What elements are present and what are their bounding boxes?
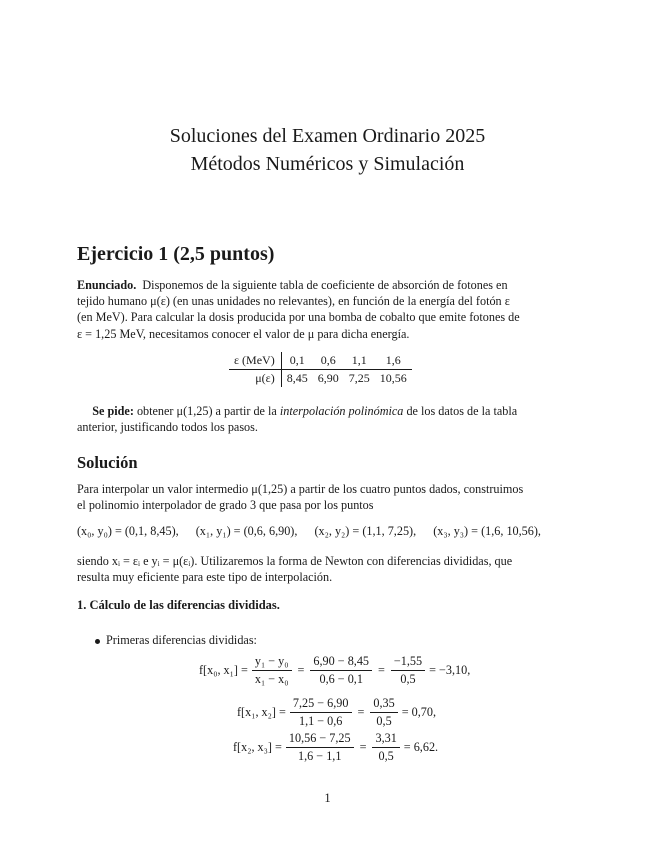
title-line-2: Métodos Numéricos y Simulación <box>190 153 465 175</box>
table-cell: 1,1 <box>344 352 375 370</box>
fraction: $\frac{\text{y₁ − y₀}}{\text{x₁ − x₀}}$ <box>252 654 292 687</box>
step-heading: 1. Cálculo de las diferencias divididas. <box>77 598 280 612</box>
point-3: (x₃, y₃) = (1,6, 10,56), <box>433 524 541 538</box>
request-label: Se pide: <box>92 404 134 418</box>
fraction: $\frac{7,25 - 6,90}{1,1 - 0,6}$ <box>290 696 352 729</box>
absorption-table <box>229 352 412 387</box>
table-row-energy <box>229 352 412 370</box>
bullet-icon <box>95 639 100 644</box>
fraction: $\frac{10,56 - 7,25}{1,6 - 1,1}$ <box>286 731 354 764</box>
title-line-1: Soluciones del Examen Ordinario 2025 <box>169 125 486 147</box>
fraction: $\frac{0,35}{0,5}$ <box>370 696 397 729</box>
solution-intro <box>77 481 579 513</box>
request-paragraph <box>77 403 579 435</box>
intro-line-2: el polinomio interpolador de grado 3 que pasa por los puntos <box>77 498 374 513</box>
equation-f01: f[x₀, x₁] = $\frac{\text{y₁ − y₀}}{\text{x₁ − x₀}}$ = $\frac{6,90 - 8,45}{0,6 - 0,1}$ = $\frac{-1,55}{0,5}$ = −3,10, <box>199 654 471 686</box>
method-paragraph <box>77 553 579 585</box>
eq-lhs: f[x₁, x₂] = <box>237 705 286 719</box>
statement-paragraph <box>77 277 579 342</box>
request-line-2: anterior, justificando todos los pasos. <box>77 420 258 435</box>
fraction: $\frac{-1,55}{0,5}$ <box>391 654 425 687</box>
eq-lhs: f[x₀, x₁] = <box>199 663 248 677</box>
bullet-first-differences: Primeras diferencias divididas: <box>95 633 257 648</box>
table-header-mu: μ(ε) <box>229 370 281 388</box>
point-2: (x₂, y₂) = (1,1, 7,25), <box>314 524 417 538</box>
document-title <box>0 122 655 178</box>
solution-heading: Solución <box>77 453 138 472</box>
table-cell: 1,6 <box>375 352 412 370</box>
table-header-energy: ε (MeV) <box>229 352 281 370</box>
point-1: (x₁, y₁) = (0,6, 6,90), <box>195 524 298 538</box>
table-cell: 0,6 <box>313 352 344 370</box>
request-emphasis: interpolación polinómica <box>279 404 404 418</box>
points-list <box>77 524 592 539</box>
table-cell: 7,25 <box>348 371 370 385</box>
equation-f12: f[x₁, x₂] = $\frac{7,25 - 6,90}{1,1 - 0,6}$ = $\frac{0,35}{0,5}$ = 0,70, <box>237 696 436 728</box>
table-cell: 8,45 <box>286 371 308 385</box>
statement-label: Enunciado. <box>77 278 137 292</box>
table-cell: 10,56 <box>379 371 407 385</box>
method-line-1: siendo xᵢ = εᵢ e yᵢ = μ(εᵢ). Utilizaremos la forma de Newton con diferencias divididas, que <box>77 554 513 568</box>
eq-result: = 6,62. <box>403 740 439 754</box>
page-number: 1 <box>324 791 331 805</box>
table-row-mu <box>229 370 412 388</box>
equation-f23: f[x₂, x₃] = $\frac{10,56 - 7,25}{1,6 - 1,1}$ = $\frac{3,31}{0,5}$ = 6,62. <box>233 731 439 763</box>
method-line-2: resulta muy eficiente para este tipo de interpolación. <box>77 570 333 585</box>
statement-line-2: tejido humano μ(ε) (en unas unidades no relevantes), en función de la energía del fotón ε <box>77 294 510 309</box>
statement-line-4: ε = 1,25 MeV, necesitamos conocer el valor de μ para dicha energía. <box>77 326 410 341</box>
request-line-1: Se pide: obtener μ(1,25) a partir de la interpolación polinómica de los datos de la tabla <box>92 404 518 418</box>
statement-line-1: Enunciado. Disponemos de la siguiente tabla de coeficiente de absorción de fotones en <box>77 278 508 292</box>
eq-lhs: f[x₂, x₃] = <box>233 740 282 754</box>
eq-result: = −3,10, <box>429 663 471 677</box>
exercise-heading: Ejercicio 1 (2,5 puntos) <box>77 243 275 265</box>
point-0: (x₀, y₀) = (0,1, 8,45), <box>77 524 179 538</box>
fraction: $\frac{3,31}{0,5}$ <box>372 731 399 764</box>
eq-result: = 0,70, <box>401 705 436 719</box>
intro-line-1: Para interpolar un valor intermedio μ(1,25) a partir de los cuatro puntos dados, construimos <box>77 482 524 496</box>
table-cell: 0,1 <box>281 352 313 370</box>
table-cell: 6,90 <box>317 371 339 385</box>
fraction: $\frac{6,90 - 8,45}{0,6 - 0,1}$ <box>310 654 372 687</box>
statement-line-3: (en MeV). Para calcular la dosis producida por una bomba de cobalto que emite fotones de <box>77 310 520 325</box>
